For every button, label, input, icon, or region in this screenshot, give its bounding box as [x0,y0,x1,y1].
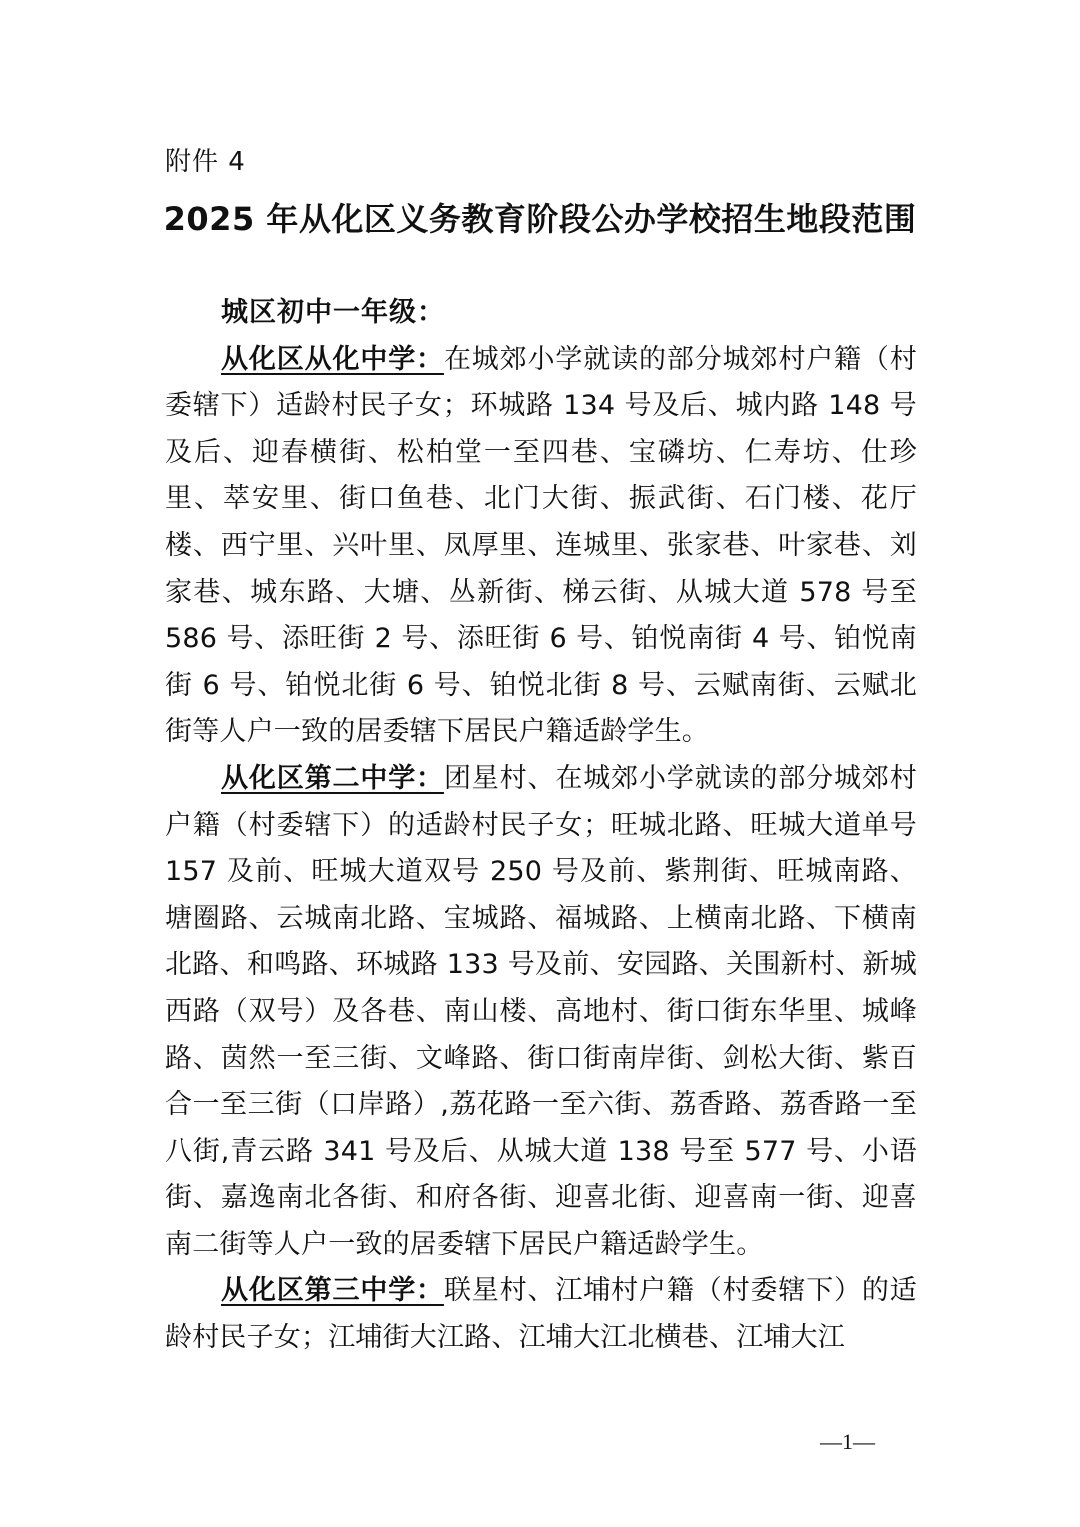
school-name-2: 从化区第二中学： [221,762,444,794]
document-body [165,290,917,1362]
school-paragraph-1 [165,337,917,756]
page-number: —1— [820,1429,875,1454]
document-title: 2025 年从化区义务教育阶段公办学校招生地段范围 [163,200,917,238]
school-zone-text-1: 在城郊小学就读的部分城郊村户籍（村委辖下）适龄村民子女；环城路 134 号及后、城内路 148 号及后、迎春横街、松柏堂一至四巷、宝磷坊、仁寿坊、仕珍里、萃安里、街口鱼巷、北门大街、振武街、石门楼、花厅楼、西宁里、兴叶里、凤厚里、连城里、张家巷、叶家巷、刘家巷、城东路、大塘、丛新街、梯云街、从城大道 578 号至 586 号、添旺街 2 号、添旺街 6 号、铂悦南街 4 号、铂悦南街 6 号、铂悦北街 6 号、铂悦北街 8 号、云赋南街、云赋北街等人户一致的居委辖下居民户籍适龄学生。 [165,343,917,748]
school-zone-text-3: 联星村、江埔村户籍（村委辖下）的适龄村民子女；江埔街大江路、江埔大江北横巷、江埔大江 [165,1275,917,1354]
school-paragraph-2 [165,756,917,1269]
school-name-3: 从化区第三中学： [221,1275,444,1307]
section-heading: 城区初中一年级： [221,297,445,328]
school-paragraph-3 [165,1268,917,1361]
school-name-1: 从化区从化中学： [221,343,444,375]
attachment-label: 附件 4 [165,147,246,177]
school-zone-text-2: 团星村、在城郊小学就读的部分城郊村户籍（村委辖下）的适龄村民子女；旺城北路、旺城大道单号 157 及前、旺城大道双号 250 号及前、紫荆街、旺城南路、塘圈路、云城南北路、宝城路、福城路、上横南北路、下横南北路、和鸣路、环城路 133 号及前、安园路、关围新村、新城西路（双号）及各巷、南山楼、高地村、街口街东华里、城峰路、茵然一至三街、文峰路、街口街南岸街、剑松大街、紫百合一至三街（口岸路）,荔花路一至六街、荔香路、荔香路一至八街,青云路 341 号及后、从城大道 138 号至 577 号、小语街、嘉逸南北各街、和府各街、迎喜北街、迎喜南一街、迎喜南二街等人户一致的居委辖下居民户籍适龄学生。 [165,762,917,1260]
